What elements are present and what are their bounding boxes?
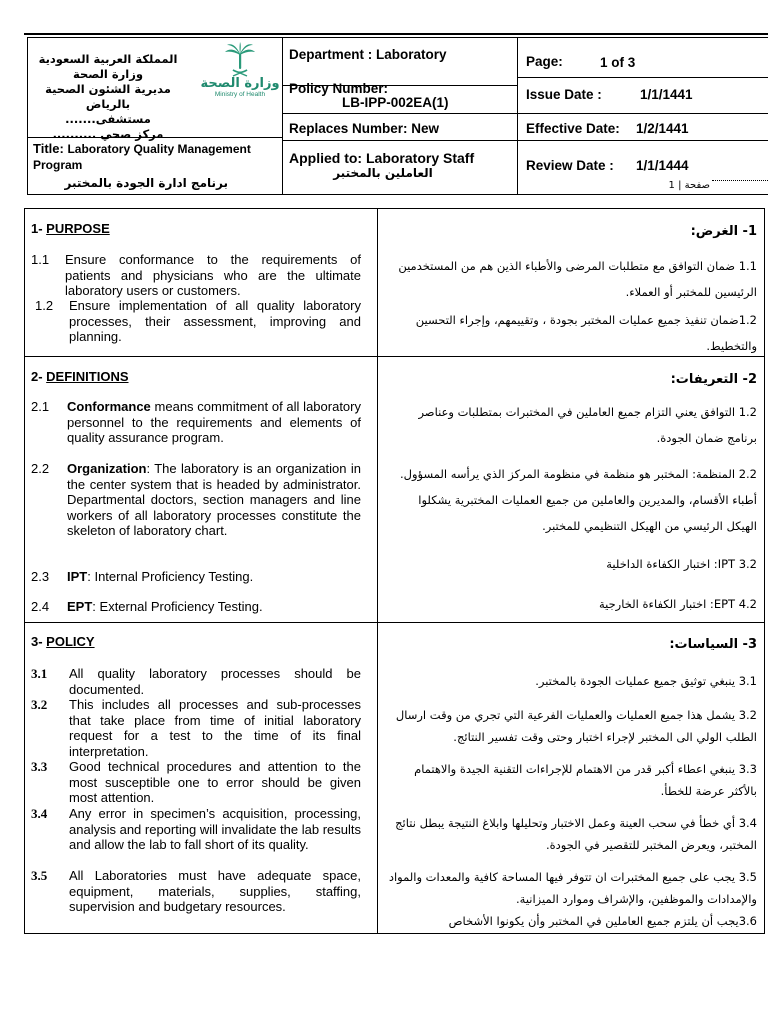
effective-date-cell xyxy=(518,113,768,141)
effective-date-value: 1/2/1441 xyxy=(636,121,689,136)
definition-text: : External Proficiency Testing. xyxy=(92,599,263,614)
review-date-value: 1/1/1444 xyxy=(636,158,689,173)
definition-item-ar: 4.2 EPT: اختبار الكفاءة الخارجية xyxy=(598,597,757,611)
definition-item-ar: 3.2 IPT: اختبار الكفاءة الداخلية xyxy=(606,557,757,571)
title-arabic: برنامج ادارة الجودة بالمختبر xyxy=(64,176,228,190)
purpose-heading xyxy=(31,221,367,236)
policy-number-label: Policy Number: xyxy=(289,81,389,96)
policy-number-cell xyxy=(283,74,518,114)
definitions-heading xyxy=(31,369,367,384)
policy-item-ar: 3.2 يشمل هذا جميع العمليات والعمليات الفرعية التي تجري من وقت ارسال الطلب الولي الى المختبر لإجراء اختبار وحتى وقت تفسير النتائج. xyxy=(395,708,757,744)
policy-heading-text: POLICY xyxy=(46,634,95,649)
purpose-heading-text: PURPOSE xyxy=(46,221,110,236)
item-number: 2.4 xyxy=(31,599,50,614)
title-label: Title: xyxy=(33,141,64,156)
policy-heading-ar: 3- السياسات: xyxy=(669,637,757,652)
definitions-heading-text: DEFINITIONS xyxy=(46,369,129,384)
definitions-section-ar xyxy=(387,369,757,617)
item-number: 3.4 xyxy=(31,806,48,821)
definition-term: Organization xyxy=(67,461,147,476)
policy-item-ar: 3.4 أي خطأ في سحب العينة وعمل الاختبار وتحليلها وابلاغ النتيجة يبطل نتائج المختبر، ويعرض المختبر للتقصير في الجودة. xyxy=(395,816,757,852)
policy-item-ar: 3.6يجب أن يلتزم جميع العاملين في المختبر وأن يكونوا الأشخاص xyxy=(448,914,757,928)
org-line-center: مركز صحي .......... xyxy=(52,127,164,141)
item-number: 2.2 xyxy=(31,461,50,476)
purpose-item-ar: 1.2ضمان تنفيذ جميع عمليات المختبر بجودة ، وتقييمهم، وإجراء التحسين والتخطيط. xyxy=(415,313,757,353)
definitions-section-en xyxy=(31,369,367,614)
definitions-heading-ar: 2- التعريفات: xyxy=(670,372,757,387)
policy-section-en xyxy=(31,634,367,914)
page-cell xyxy=(518,38,768,78)
definition-term: Conformance xyxy=(67,399,151,414)
policy-heading xyxy=(31,634,367,649)
item-number: 3.2 xyxy=(31,697,48,712)
org-line-hospital: مستشفى....... xyxy=(65,112,151,126)
item-number: 3.3 xyxy=(31,759,48,774)
item-number: 1.2 xyxy=(35,298,54,313)
definition-term: IPT xyxy=(67,569,88,584)
ministry-of-health-logo xyxy=(200,42,280,98)
arabic-org-names xyxy=(34,52,182,142)
applied-to-text: Applied to: Laboratory Staff xyxy=(289,150,475,166)
item-number: 1.1 xyxy=(31,252,50,267)
org-line-ministry: وزارة الصحة xyxy=(73,67,143,81)
issue-date-cell xyxy=(518,77,768,114)
replaces-text: Replaces Number: New xyxy=(289,121,440,136)
definition-text: : The laboratory is an organization in the center system that is headed by administrator. Departmental doctors, section managers and line workers of all laboratory processes constitute the skeleton of laboratory chart. xyxy=(67,461,361,538)
definition-item-ar: 1.2 التوافق يعني التزام جميع العاملين في المختبرات بمتطلبات وعناصر برنامج ضمان الجودة. xyxy=(418,405,757,445)
top-rule xyxy=(24,33,768,35)
item-number: 3.1 xyxy=(31,666,48,681)
definition-text: : Internal Proficiency Testing. xyxy=(87,569,254,584)
item-text: Good technical procedures and attention to the most susceptible one to error should be given most attention. xyxy=(69,759,361,805)
purpose-item xyxy=(31,252,361,298)
applied-to-cell xyxy=(283,140,518,194)
title-block xyxy=(28,138,283,194)
policy-heading-number: 3- xyxy=(31,634,47,649)
section-divider-2 xyxy=(25,622,764,623)
title-value: Laboratory Quality Management Program xyxy=(33,142,251,172)
purpose-item xyxy=(35,298,361,344)
logo-english-text: Ministry of Health xyxy=(214,91,266,98)
definition-term: EPT xyxy=(67,599,93,614)
definition-item-ar: 2.2 المنظمة: المختبر هو منظمة في منظومة المركز الذي يرأسه المسؤول. أطباء الأقسام، والمديرين والعاملين من جميع العمليات المختبرية يشكلوا الهيكل الرئيسي من الهيكل التنظيمي للمختبر. xyxy=(399,467,757,533)
item-text: All Laboratories must have adequate space, equipment, materials, supplies, staffing, supervision and budgetary resources. xyxy=(69,868,361,914)
item-number: 2.1 xyxy=(31,399,50,414)
page-number-arabic: صفحة | 1 xyxy=(668,180,710,191)
purpose-section-ar xyxy=(387,221,757,359)
policy-section-ar xyxy=(387,634,757,932)
policy-item-ar: 3.5 يجب على جميع المختبرات ان تتوفر فيها المساحة كافية والمعدات والمواد والإمدادات والموظفين، والإشراف وموارد الميزانية. xyxy=(388,870,757,906)
document-header xyxy=(27,37,768,195)
policy-item-ar: 3.3 ينبغي اعطاء أكبر قدر من الاهتمام للإجراءات التقنية الجيدة والاهتمام بالأكثر عرضة للخطأ. xyxy=(414,762,757,798)
org-line-country: المملكة العربية السعودية xyxy=(38,52,178,66)
title-english xyxy=(33,141,263,173)
review-date-label: Review Date : xyxy=(526,158,614,173)
purpose-section-en xyxy=(31,221,367,344)
policy-body-table xyxy=(24,208,765,934)
logo-arabic-text: وزارة الصحة xyxy=(200,76,280,91)
purpose-item-ar: 1.1 ضمان التوافق مع متطلبات المرضى والأطباء الذين هم من المستخدمين الرئيسين للمختبر أو العملاء. xyxy=(398,259,757,299)
item-text: This includes all processes and sub-processes that take place from time of initial laboratory request for a test to the time of its final interpretation. xyxy=(69,697,361,759)
org-line-directorate: مديرية الشئون الصحية بالرياض xyxy=(45,82,171,111)
replaces-cell xyxy=(283,113,518,141)
applied-to-arabic: العاملين بالمختبر xyxy=(333,166,433,180)
organization-block xyxy=(28,38,283,141)
policy-item-ar: 3.1 ينبغي توثيق جميع عمليات الجودة بالمختبر. xyxy=(535,674,757,688)
page-label: Page: xyxy=(526,54,563,69)
issue-date-value: 1/1/1441 xyxy=(640,87,693,102)
definitions-heading-number: 2- xyxy=(31,369,47,384)
item-number: 2.3 xyxy=(31,569,50,584)
item-text: Ensure conformance to the requirements of patients and physicians who are the ultimate laboratory users or customers. xyxy=(65,252,361,298)
effective-date-label: Effective Date: xyxy=(526,121,620,136)
column-divider xyxy=(377,209,378,933)
purpose-heading-number: 1- xyxy=(31,221,47,236)
footer-dotted-rule xyxy=(712,180,768,182)
item-text: Any error in specimen’s acquisition, processing, analysis and reporting will invalidate the lab results and allow the lab to fall short of its quality. xyxy=(69,806,361,852)
page-value: 1 of 3 xyxy=(600,55,636,70)
department-text: Department : Laboratory xyxy=(289,47,447,62)
policy-number-value: LB-IPP-002EA(1) xyxy=(342,95,449,110)
item-number: 3.5 xyxy=(31,868,48,883)
item-text: All quality laboratory processes should be documented. xyxy=(69,666,361,697)
definition-text: means commitment of all laboratory personnel to the requirements and elements of quality assurance program. xyxy=(67,399,361,445)
issue-date-label: Issue Date : xyxy=(526,87,602,102)
purpose-heading-ar: 1- الغرض: xyxy=(690,224,757,239)
item-text: Ensure implementation of all quality laboratory processes, their assessment, improving and planning. xyxy=(69,298,361,344)
